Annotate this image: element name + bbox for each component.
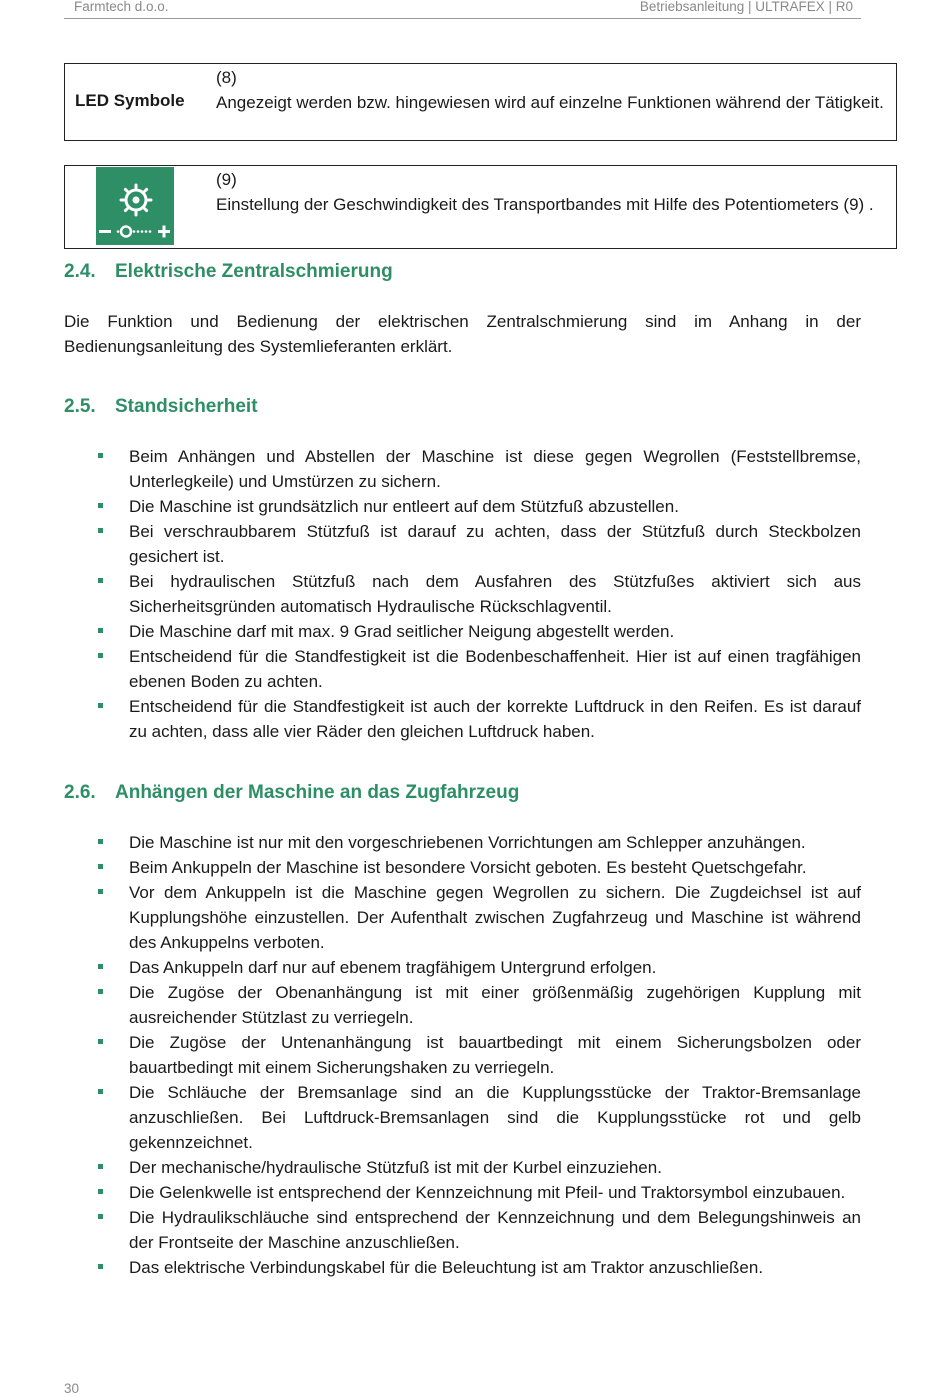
section-2-4-title: Elektrische Zentralschmierung [115,261,393,282]
list-item: Bei hydraulischen Stützfuß nach dem Ausfahren des Stützfußes aktiviert sich aus Sicherheitsgründen automatisch Hydraulische Rückschlagventil. [64,569,861,619]
page-number: 30 [64,1381,80,1396]
section-2-5-number: 2.5. [64,396,96,417]
conveyor-speed-box [64,165,897,249]
conveyor-speed-icon [96,167,174,245]
section-2-5-list [64,444,861,744]
list-item: Der mechanische/hydraulische Stützfuß ist mit der Kurbel einzuziehen. [64,1155,861,1180]
list-item: Entscheidend für die Standfestigkeit ist auch der korrekte Luftdruck in den Reifen. Es ist darauf zu achten, dass alle vier Räder den gleichen Luftdruck haben. [64,694,861,744]
manual-title: Betriebsanleitung | ULTRAFEX | R0 [639,0,853,14]
led-symbol-text: Angezeigt werden bzw. hingewiesen wird auf einzelne Funktionen während der Tätigkeit. [216,93,884,112]
list-item: Die Maschine ist nur mit den vorgeschriebenen Vorrichtungen am Schlepper anzuhängen. [64,830,861,855]
list-item: Das Ankuppeln darf nur auf ebenem tragfähigem Untergrund erfolgen. [64,955,861,980]
section-2-4-paragraph: Die Funktion und Bedienung der elektrischen Zentralschmierung sind im Anhang in der Bedienungsanleitung des Systemlieferanten erklärt. [64,312,861,356]
page-header [64,0,861,19]
conveyor-speed-number: (9) [216,170,237,189]
section-2-6-list [64,830,861,1280]
list-item: Beim Ankuppeln der Maschine ist besondere Vorsicht geboten. Es besteht Quetschgefahr. [64,855,861,880]
list-item: Die Maschine ist grundsätzlich nur entleert auf dem Stützfuß abzustellen. [64,494,861,519]
company-name: Farmtech d.o.o. [74,0,169,14]
list-item: Die Schläuche der Bremsanlage sind an die Kupplungsstücke der Traktor-Bremsanlage anzuschließen. Bei Luftdruck-Bremsanlagen sind die Kupplungsstücke rot und gelb gekennzeichnet. [64,1080,861,1155]
list-item: Die Hydraulikschläuche sind entsprechend der Kennzeichnung und dem Belegungshinweis an der Frontseite der Maschine anzuschließen. [64,1205,861,1255]
list-item: Beim Anhängen und Abstellen der Maschine ist diese gegen Wegrollen (Feststellbremse, Unterlegkeile) und Umstürzen zu sichern. [64,444,861,494]
list-item: Das elektrische Verbindungskabel für die Beleuchtung ist am Traktor anzuschließen. [64,1255,861,1280]
led-symbol-box [64,63,897,141]
list-item: Vor dem Ankuppeln ist die Maschine gegen Wegrollen zu sichern. Die Zugdeichsel ist auf Kupplungshöhe einzustellen. Der Aufenthalt zwischen Zugfahrzeug und Maschine ist während des Ankuppelns verboten. [64,880,861,955]
list-item: Die Zugöse der Untenanhängung ist bauartbedingt mit einem Sicherungsbolzen oder bauartbedingt mit einem Sicherungshaken zu verriegeln. [64,1030,861,1080]
conveyor-speed-description [216,167,886,217]
section-2-4-number: 2.4. [64,261,96,282]
section-2-5-title: Standsicherheit [115,396,258,417]
section-2-6-heading [64,782,519,804]
list-item: Entscheidend für die Standfestigkeit ist die Bodenbeschaffenheit. Hier ist auf einen tragfähigen ebenen Boden zu achten. [64,644,861,694]
list-item: Die Zugöse der Obenanhängung ist mit einer größenmäßig zugehörigen Kupplung mit ausreichender Stützlast zu verriegeln. [64,980,861,1030]
list-item: Bei verschraubbarem Stützfuß ist darauf zu achten, dass der Stützfuß durch Steckbolzen gesichert ist. [64,519,861,569]
section-2-6-title: Anhängen der Maschine an das Zugfahrzeug [115,782,520,803]
led-symbol-number: (8) [216,68,237,87]
led-symbol-label: LED Symbole [75,91,185,110]
led-symbol-description [216,65,886,115]
section-2-6-number: 2.6. [64,782,96,803]
conveyor-speed-text: Einstellung der Geschwindigkeit des Transportbandes mit Hilfe des Potentiometers (9) . [216,195,874,214]
section-2-4-heading [64,261,393,283]
list-item: Die Maschine darf mit max. 9 Grad seitlicher Neigung abgestellt werden. [64,619,861,644]
section-2-5-heading [64,396,258,418]
list-item: Die Gelenkwelle ist entsprechend der Kennzeichnung mit Pfeil- und Traktorsymbol einzubauen. [64,1180,861,1205]
